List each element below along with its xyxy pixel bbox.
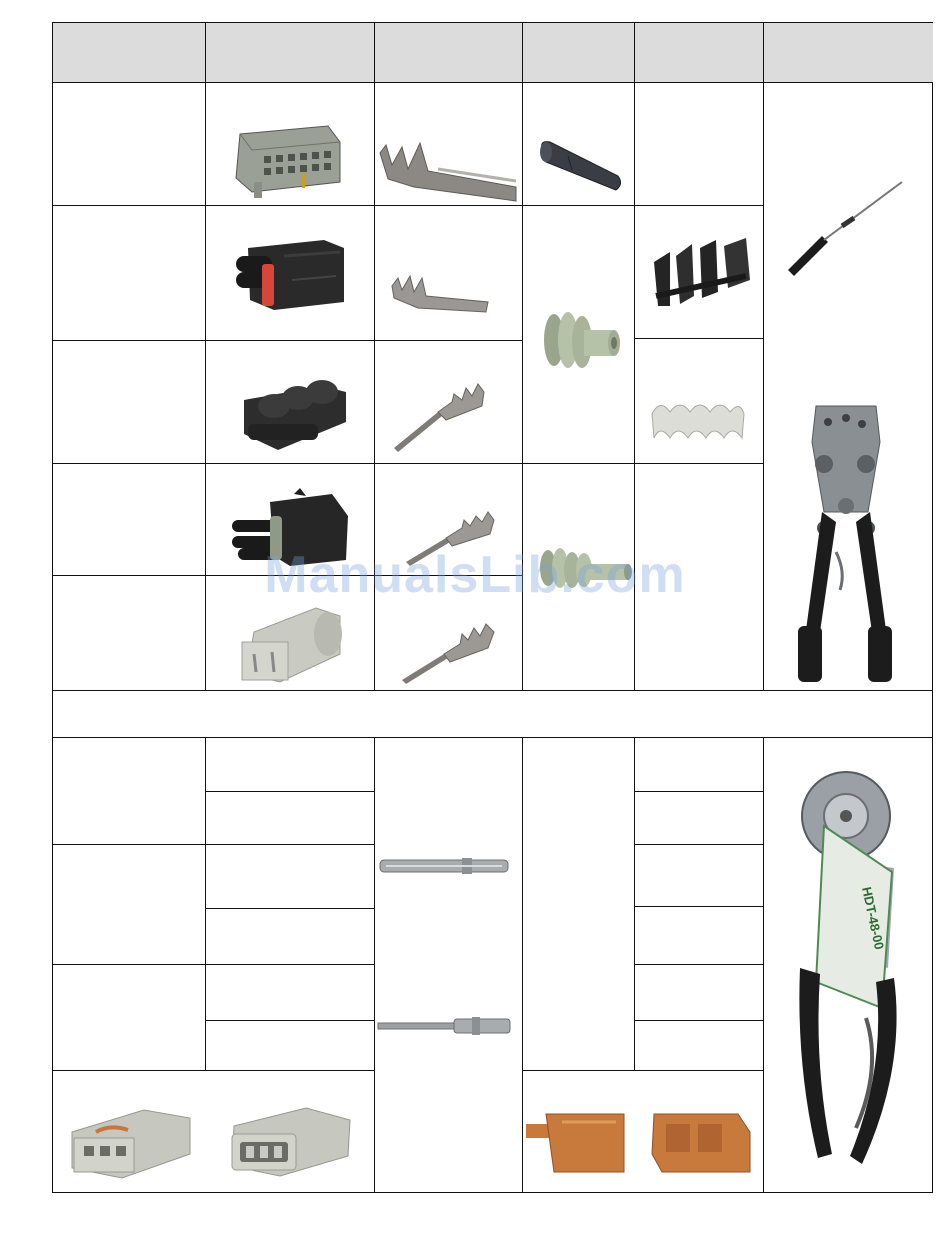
- black-3-way-female-connector-icon: [232, 236, 350, 316]
- orange-wedgelock-icon: [526, 1110, 754, 1176]
- s2-c5-cell-1: [635, 738, 764, 792]
- hdt-48-00-crimp-tool-icon: [796, 768, 908, 1168]
- deutsch-socket-contact-icon: [378, 856, 510, 876]
- s2-c2-cell-2: [206, 792, 375, 845]
- s2-row1-name-cell: [53, 738, 206, 845]
- header-cell-1: [53, 23, 206, 83]
- green-cable-seal-icon: [540, 308, 620, 382]
- header-cell-4: [523, 23, 635, 83]
- small-terminal-icon: [388, 268, 492, 318]
- deutsch-pin-contact-icon: [376, 1016, 512, 1036]
- black-2-way-connector-icon: [230, 490, 354, 570]
- s2-c5-cell-2: [635, 792, 764, 845]
- s2-c2-cell-3: [206, 845, 375, 909]
- white-terminal-lock-icon: [648, 394, 748, 446]
- header-cell-3: [375, 23, 523, 83]
- s2-c5-cell-6: [635, 1021, 764, 1071]
- s2-row2-name-cell: [53, 845, 206, 965]
- green-small-seal-icon: [538, 540, 634, 600]
- s2-c5-cell-5: [635, 965, 764, 1021]
- row5-terminal-icon: [400, 620, 496, 686]
- row4-terminal-icon: [404, 508, 496, 568]
- gray-2-way-connector-icon: [236, 602, 352, 686]
- s2-c2-cell-6: [206, 1021, 375, 1071]
- header-cell-5: [635, 23, 764, 83]
- watermark: ManualsLib.com: [264, 546, 686, 604]
- removal-tool-pick-icon: [784, 178, 906, 278]
- black-seal-plug-icon: [538, 138, 626, 196]
- row5-name-cell: [53, 576, 206, 691]
- row4-5-lock-cell: [635, 464, 764, 691]
- row1-lock-cell: [635, 83, 764, 206]
- section-separator-row: [53, 691, 933, 738]
- s2-row3-name-cell: [53, 965, 206, 1071]
- black-terminal-lock-icon: [650, 236, 754, 316]
- black-3-way-male-connector-icon: [238, 372, 352, 456]
- s2-c2-cell-1: [206, 738, 375, 792]
- header-cell-6: [764, 23, 933, 83]
- crimp-tool-icon: [796, 402, 896, 684]
- male-terminal-icon: [392, 380, 490, 454]
- s2-c4-cell: [523, 738, 635, 1071]
- s2-contact-cell: [375, 738, 523, 1193]
- s2-c2-cell-4: [206, 909, 375, 965]
- row2-name-cell: [53, 206, 206, 341]
- s2-c5-cell-4: [635, 907, 764, 965]
- s2-c5-cell-3: [635, 845, 764, 907]
- s2-c2-cell-5: [206, 965, 375, 1021]
- gray-20-pin-connector-icon: [232, 122, 344, 202]
- row3-name-cell: [53, 341, 206, 464]
- row1-name-cell: [53, 83, 206, 206]
- stamped-terminal-icon: [378, 135, 516, 205]
- header-cell-2: [206, 23, 375, 83]
- gray-dt-plug-icon: [66, 1102, 198, 1182]
- row4-name-cell: [53, 464, 206, 576]
- gray-dt-receptacle-icon: [224, 1102, 356, 1180]
- tool-model-label: HDT-48-00: [859, 885, 887, 951]
